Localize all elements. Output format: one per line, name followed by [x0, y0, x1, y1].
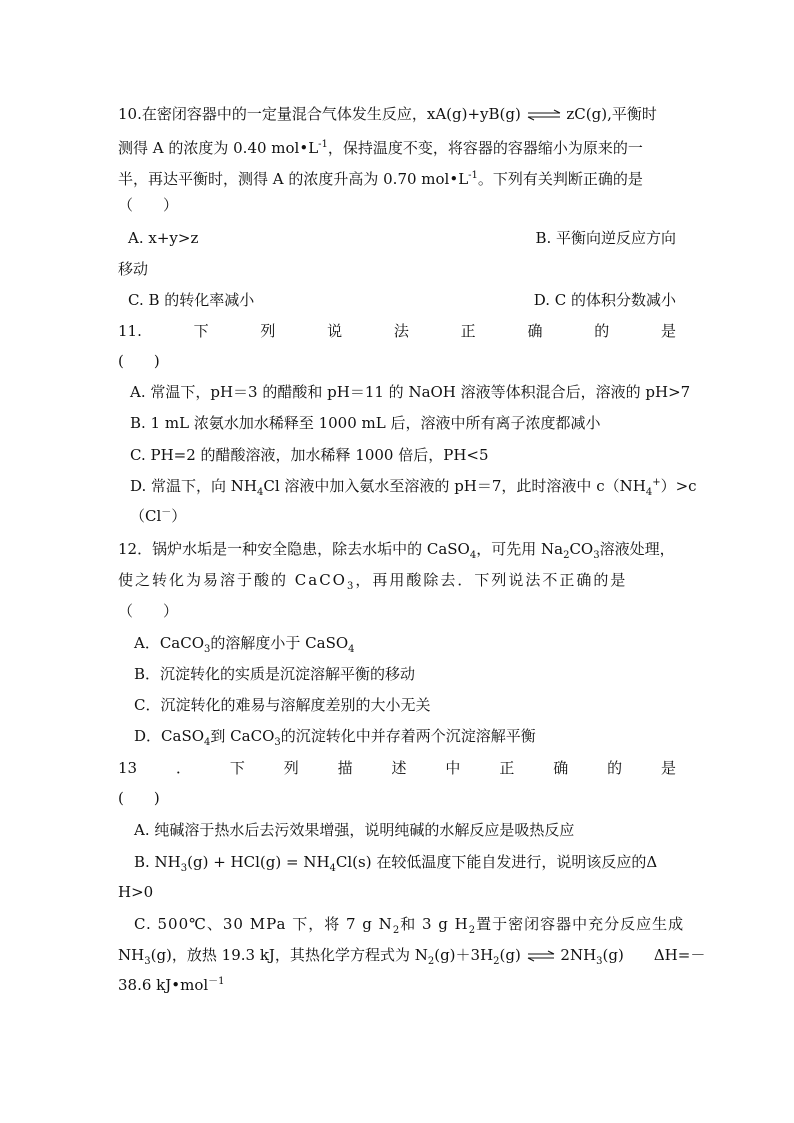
q13-stem: 13 ． 下 列 描 述 中 正 确 的 是	[118, 759, 676, 777]
q13-option-c-cont-2: 38.6 kJ•mol$^{-1}$	[118, 976, 225, 994]
q13-option-b: B. $NH_3(g) + HCl(g) = NH_4Cl(s)$ 在较低温度下能自发进行，说明该反应的Δ	[134, 853, 658, 874]
q10-option-c: C. B 的转化率减小	[128, 291, 255, 309]
q12-option-b: B．沉淀转化的实质是沉淀溶解平衡的移动	[134, 665, 416, 683]
q11-option-c: C. PH=2 的醋酸溶液，加水稀释 1000 倍后，PH<5	[130, 446, 489, 464]
q10-option-b-cont: 移动	[118, 260, 149, 278]
q11-option-d: D. 常温下，向 $NH_4Cl$ 溶液中加入氨水至溶液的 pH＝7，此时溶液中 $c(NH_4^+)>c$	[130, 477, 697, 498]
q12-line-1: 12．锅炉水垢是一种安全隐患，除去水垢中的 CaSO$_4$，可先用 $Na_2CO_3$溶液处理，	[118, 540, 675, 561]
q12-line-2: 使之转化为易溶于酸的 CaCO$_3$，再用酸除去．下列说法不正确的是	[118, 571, 628, 592]
q13-option-a: A. 纯碱溶于热水后去污效果增强，说明纯碱的水解反应是吸热反应	[134, 821, 575, 839]
q11-stem: 11. 下 列 说 法 正 确 的 是	[118, 322, 676, 340]
q13-option-c: C. 500℃、30 MPa 下，将 7 g $N_2$和 3 g $H_2$置于密闭容器中充分反应生成	[134, 915, 685, 936]
q11-option-a: A. 常温下，pH＝3 的醋酸和 pH＝11 的 NaOH 溶液等体积混合后，溶液的 pH>7	[130, 383, 691, 401]
equilibrium-arrow-icon	[526, 950, 556, 962]
equilibrium-arrow-icon	[526, 109, 562, 121]
q12-option-d: D．CaSO$_4$到 CaCO$_3$的沉淀转化中并存着两个沉淀溶解平衡	[134, 727, 536, 748]
q10-option-b: B. 平衡向逆反应方向	[535, 229, 676, 247]
q11-option-b: B. 1 mL 浓氨水加水稀释至 1000 mL 后，溶液中所有离子浓度都减小	[130, 414, 601, 432]
q10-line-3: 半，再达平衡时，测得 A 的浓度升高为 0.70 $mol•L^{-1}$。下列有关判断正确的是	[118, 170, 643, 188]
q12-option-a: A．CaCO$_3$的溶解度小于 CaSO$_4$	[134, 634, 355, 655]
q11-answer-paren: ( )	[118, 352, 160, 370]
q13-answer-paren: ( )	[118, 789, 160, 807]
q13-option-b-cont: H>0	[118, 883, 154, 901]
q11-option-d-cont: （Cl－）	[130, 507, 187, 525]
q10-option-d: D. C 的体积分数减小	[533, 291, 676, 309]
q12-option-c: C．沉淀转化的难易与溶解度差别的大小无关	[134, 696, 431, 714]
q12-answer-paren: （ ）	[118, 602, 179, 620]
q10-line-1: 10.在密闭容器中的一定量混合气体发生反应，xA(g)+yB(g) zC(g),平衡时	[118, 105, 657, 123]
q10-option-a: A. x+y>z	[128, 229, 199, 247]
q10-line-2: 测得 A 的浓度为 0.40 $mol•L^{-1}$，保持温度不变，将容器的容器缩小为原来的一	[118, 139, 643, 157]
q13-option-c-cont: $NH_3(g)$，放热 19.3 kJ，其热化学方程式为 $N_2(g)+3H_2(g)$ $2NH_3(g)$ ΔH=－	[118, 946, 706, 967]
q10-answer-paren: （ ）	[118, 196, 179, 214]
